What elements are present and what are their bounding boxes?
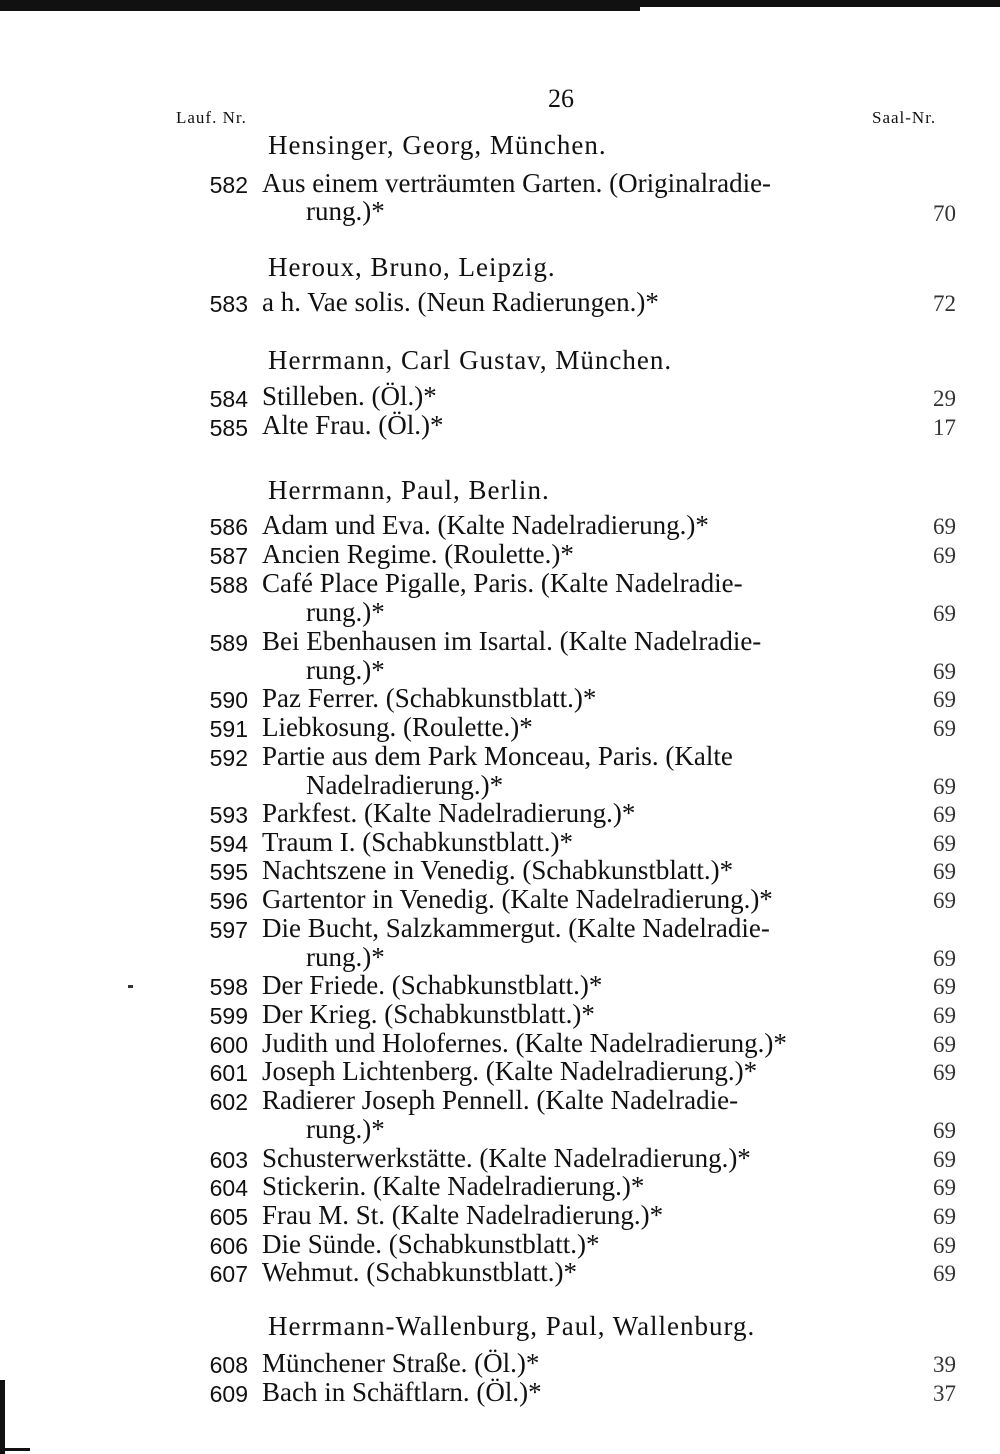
entry-room-number: 37 [933, 1381, 956, 1406]
entry-title-continued: rung.)* [306, 196, 385, 226]
left-page-edge [0, 1380, 5, 1454]
entry-title-continued: Nadelradierung.)* [306, 770, 504, 800]
entry-number: 582 [209, 172, 248, 198]
entry-title: Wehmut. (Schabkunstblatt.)* [262, 1257, 578, 1287]
entry-title: Bei Ebenhausen im Isartal. (Kalte Nadelradie- [262, 626, 762, 656]
entry-number: 598 [209, 974, 248, 1000]
entry-number: 584 [209, 386, 248, 412]
entry-room-number: 69 [933, 974, 956, 999]
entry-number: 585 [209, 415, 248, 441]
entry-number: 595 [209, 859, 248, 885]
entry-title: Aus einem verträumten Garten. (Originalradie- [262, 168, 772, 198]
print-speck [128, 985, 133, 988]
entry-number: 601 [209, 1060, 248, 1086]
entry-room-number: 69 [933, 802, 956, 827]
header-right-label: Saal-Nr. [872, 108, 937, 127]
entry-title: Liebkosung. (Roulette.)* [262, 712, 533, 742]
entry-room-number: 69 [933, 1118, 956, 1143]
entry-room-number: 69 [933, 946, 956, 971]
entry-number: 590 [209, 687, 248, 713]
entry-title: Der Friede. (Schabkunstblatt.)* [262, 970, 603, 1000]
entry-title: Nachtszene in Venedig. (Schabkunstblatt.)* [262, 855, 734, 885]
entry-room-number: 69 [933, 1204, 956, 1229]
entry-title: Münchener Straße. (Öl.)* [262, 1348, 540, 1378]
entry-number: 593 [209, 802, 248, 828]
entry-number: 592 [209, 745, 248, 771]
top-border-rule-shadow [0, 7, 640, 11]
entry-title-continued: rung.)* [306, 942, 385, 972]
entry-room-number: 17 [933, 415, 956, 440]
entry-title: Parkfest. (Kalte Nadelradierung.)* [262, 798, 636, 828]
entry-room-number: 69 [933, 1147, 956, 1172]
entry-room-number: 69 [933, 659, 956, 684]
entry-number: 609 [209, 1381, 248, 1407]
entry-number: 599 [209, 1003, 248, 1029]
entry-title: Die Sünde. (Schabkunstblatt.)* [262, 1229, 600, 1259]
entry-room-number: 69 [933, 831, 956, 856]
entry-room-number: 72 [933, 291, 956, 316]
entry-room-number: 69 [933, 1003, 956, 1028]
entry-room-number: 69 [933, 1032, 956, 1057]
entry-title: Stickerin. (Kalte Nadelradierung.)* [262, 1171, 645, 1201]
artist-heading: Herrmann, Carl Gustav, München. [268, 345, 673, 375]
entry-room-number: 69 [933, 543, 956, 568]
entry-number: 591 [209, 716, 248, 742]
entry-number: 589 [209, 630, 248, 656]
entry-room-number: 39 [933, 1352, 956, 1377]
artist-heading: Herrmann-Wallenburg, Paul, Wallenburg. [268, 1311, 756, 1341]
entry-room-number: 69 [933, 716, 956, 741]
entry-room-number: 69 [933, 1233, 956, 1258]
artist-heading: Herrmann, Paul, Berlin. [268, 475, 550, 505]
entry-number: 586 [209, 514, 248, 540]
entry-room-number: 69 [933, 888, 956, 913]
entry-number: 605 [209, 1204, 248, 1230]
entry-number: 608 [209, 1352, 248, 1378]
entry-title: a h. Vae solis. (Neun Radierungen.)* [262, 287, 659, 317]
entry-number: 606 [209, 1233, 248, 1259]
entry-title-continued: rung.)* [306, 597, 385, 627]
entry-room-number: 29 [933, 386, 956, 411]
entry-title: Die Bucht, Salzkammergut. (Kalte Nadelradie- [262, 913, 770, 943]
entry-title: Adam und Eva. (Kalte Nadelradierung.)* [262, 510, 709, 540]
entry-number: 588 [209, 572, 248, 598]
entry-number: 583 [209, 291, 248, 317]
top-border-rule [0, 0, 1000, 7]
artist-heading: Hensinger, Georg, München. [268, 130, 607, 160]
entry-title: Gartentor in Venedig. (Kalte Nadelradierung.)* [262, 884, 773, 914]
entry-room-number: 69 [933, 859, 956, 884]
left-page-edge-tick [0, 1448, 30, 1451]
entry-title: Bach in Schäftlarn. (Öl.)* [262, 1377, 542, 1407]
entry-title: Der Krieg. (Schabkunstblatt.)* [262, 999, 595, 1029]
entry-title: Paz Ferrer. (Schabkunstblatt.)* [262, 683, 597, 713]
entry-room-number: 70 [933, 201, 956, 226]
entry-number: 596 [209, 888, 248, 914]
entry-title-continued: rung.)* [306, 655, 385, 685]
entry-title: Ancien Regime. (Roulette.)* [262, 539, 574, 569]
entry-title: Frau M. St. (Kalte Nadelradierung.)* [262, 1200, 664, 1230]
entry-number: 604 [209, 1175, 248, 1201]
entry-number: 607 [209, 1261, 248, 1287]
entry-title: Joseph Lichtenberg. (Kalte Nadelradierung.)* [262, 1056, 758, 1086]
entry-title: Partie aus dem Park Monceau, Paris. (Kalte [262, 741, 733, 771]
page-number: 26 [548, 84, 574, 113]
entry-room-number: 69 [933, 687, 956, 712]
entry-room-number: 69 [933, 1060, 956, 1085]
entry-title: Traum I. (Schabkunstblatt.)* [262, 827, 573, 857]
entry-title: Alte Frau. (Öl.)* [262, 410, 444, 440]
entry-number: 587 [209, 543, 248, 569]
entry-number: 594 [209, 831, 248, 857]
header-left-label: Lauf. Nr. [176, 108, 247, 127]
entry-title: Stilleben. (Öl.)* [262, 381, 437, 411]
entry-number: 603 [209, 1147, 248, 1173]
entry-title: Café Place Pigalle, Paris. (Kalte Nadelradie- [262, 568, 743, 598]
entry-room-number: 69 [933, 1261, 956, 1286]
entry-room-number: 69 [933, 774, 956, 799]
entry-title: Radierer Joseph Pennell. (Kalte Nadelradie- [262, 1085, 739, 1115]
entry-title: Judith und Holofernes. (Kalte Nadelradierung.)* [262, 1028, 787, 1058]
entry-number: 600 [209, 1032, 248, 1058]
entry-room-number: 69 [933, 514, 956, 539]
entry-number: 597 [209, 917, 248, 943]
entry-title-continued: rung.)* [306, 1114, 385, 1144]
entry-number: 602 [209, 1089, 248, 1115]
entry-title: Schusterwerkstätte. (Kalte Nadelradierung.)* [262, 1143, 751, 1173]
entry-room-number: 69 [933, 601, 956, 626]
artist-heading: Heroux, Bruno, Leipzig. [268, 252, 556, 282]
entry-room-number: 69 [933, 1175, 956, 1200]
